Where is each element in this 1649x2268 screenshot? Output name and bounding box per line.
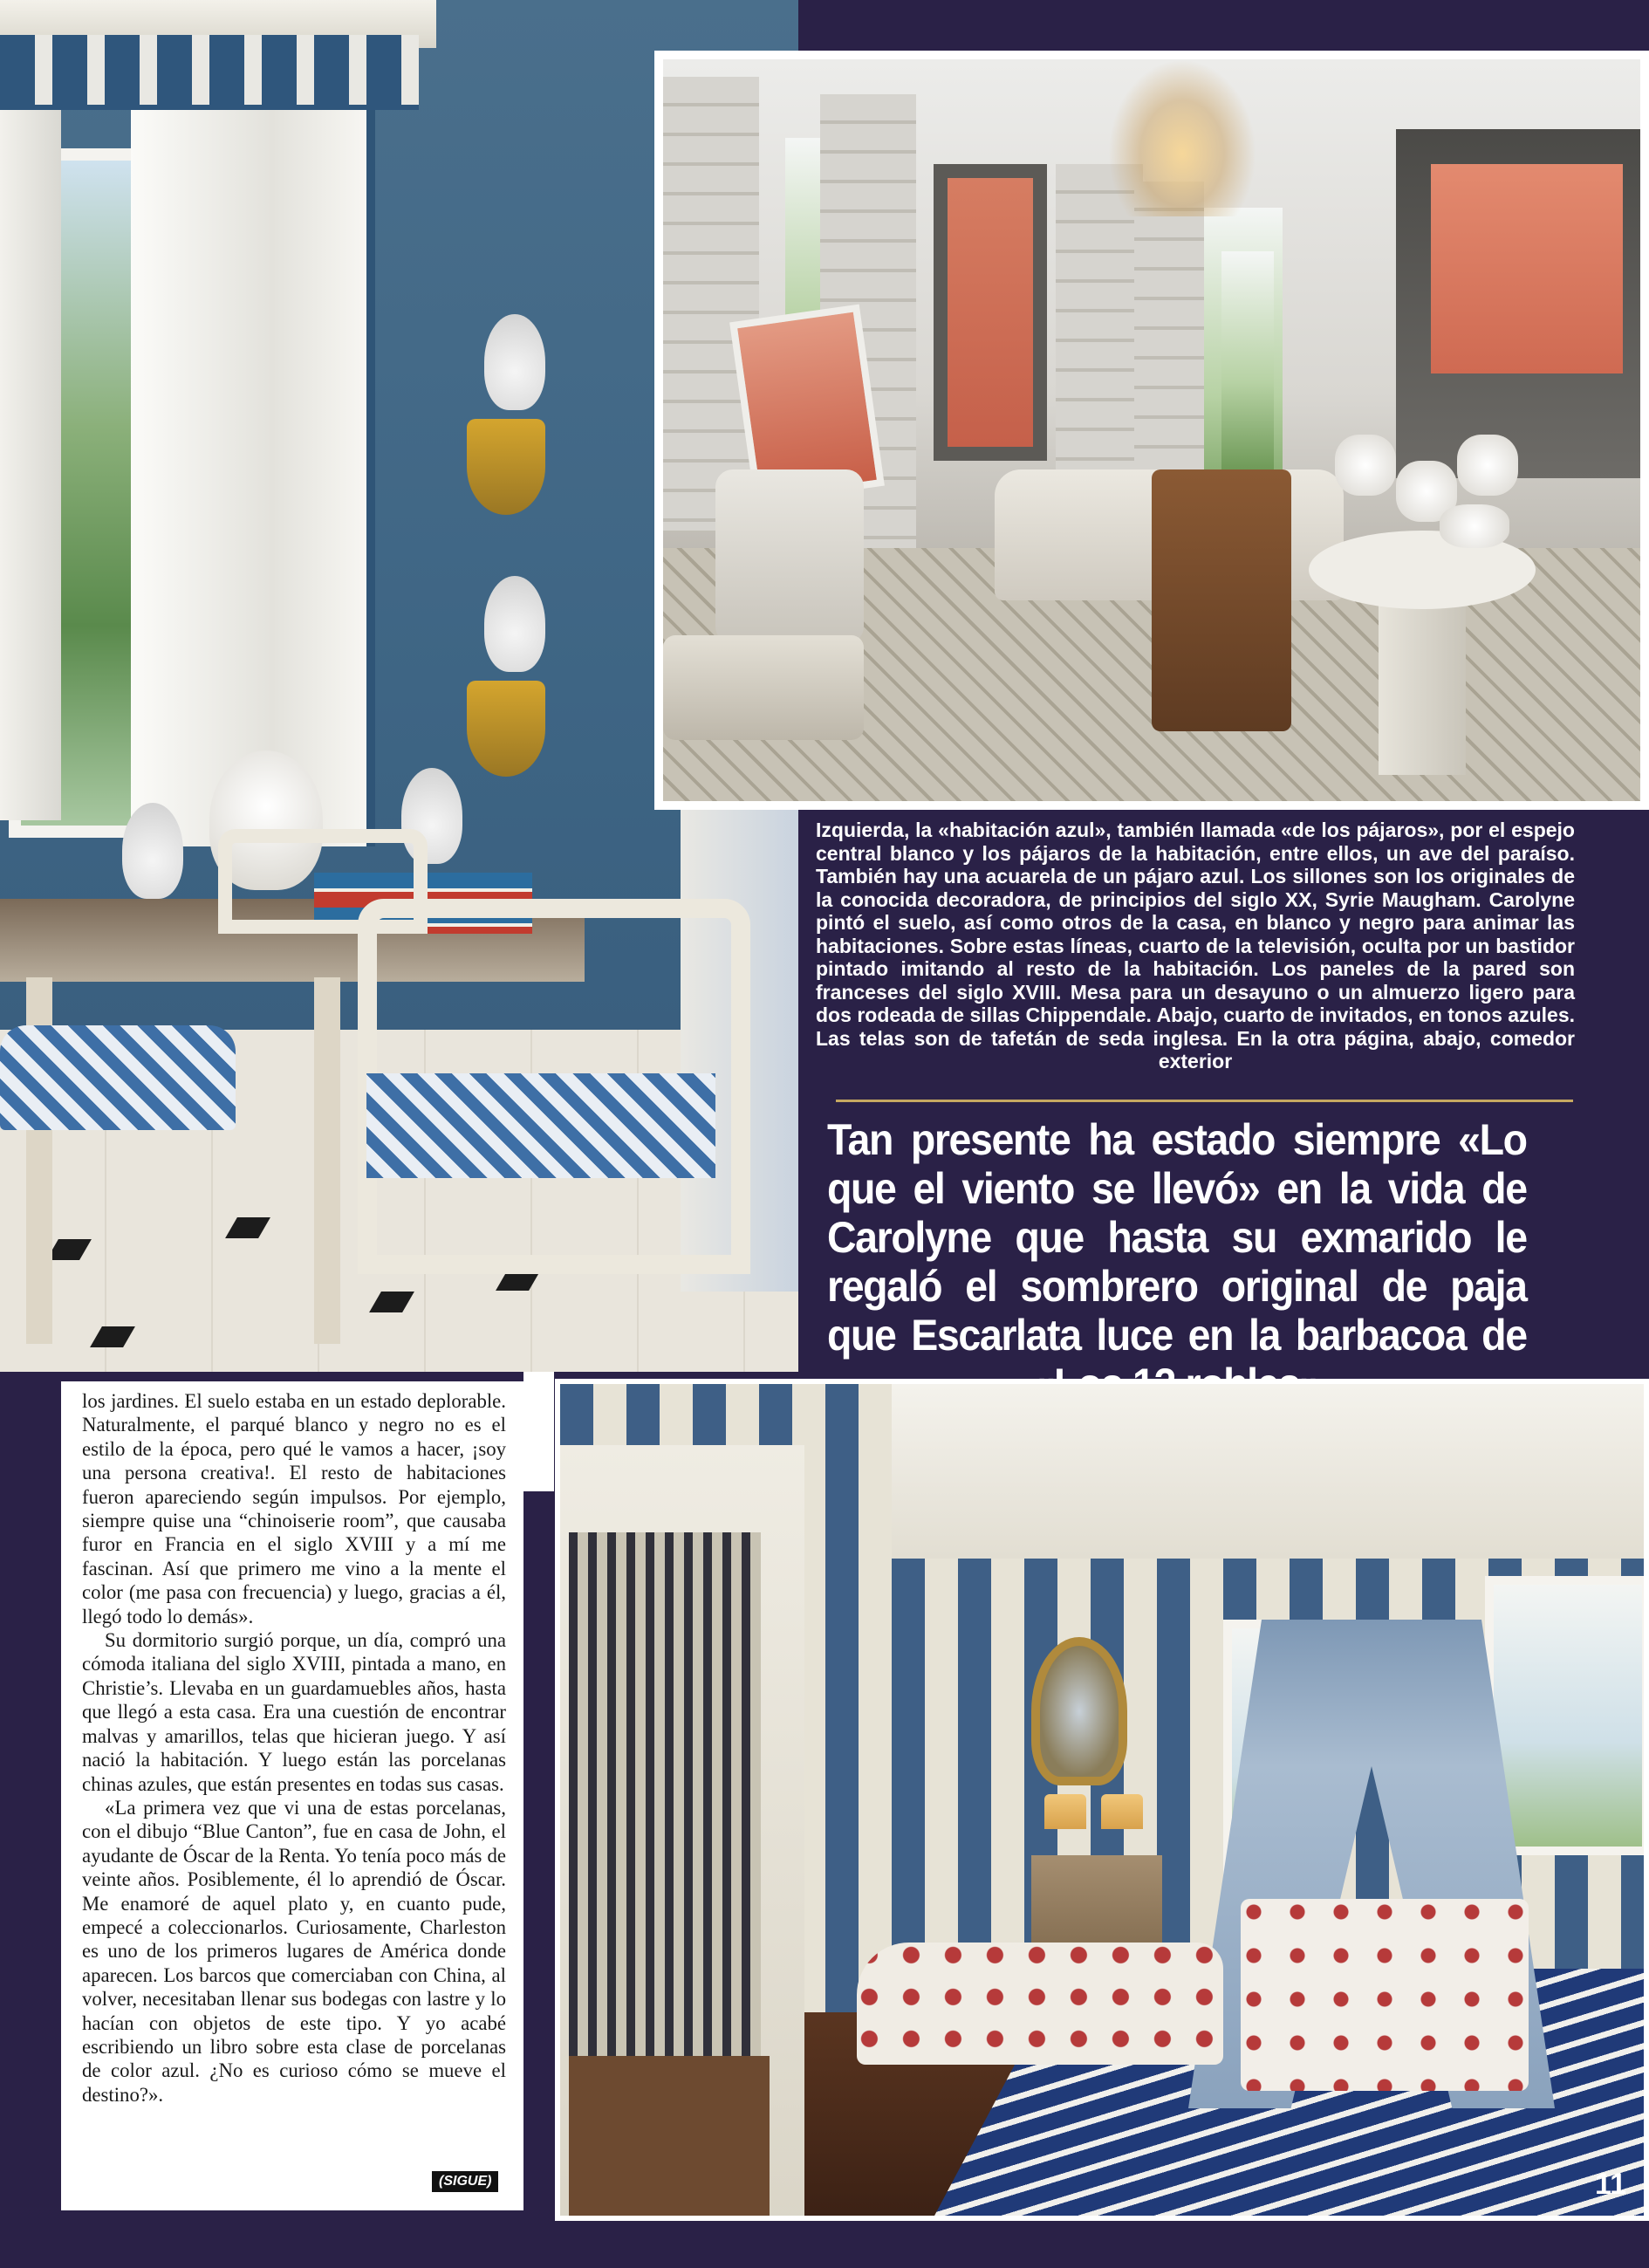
bed <box>1241 1899 1529 2091</box>
divider <box>836 1100 1573 1102</box>
article-body <box>82 1389 506 2107</box>
text-column <box>61 1381 523 2210</box>
article-paragraph: los jardines. El suelo estaba en un estado deplorable. Naturalmente, el parqué blanco y negro no es el estilo de la época, pero qué le vamos a hacer, ¡soy una persona creativa!. El resto de habitaciones fueron apareciendo según impulsos. Por ejemplo, siempre quise una “chinoiserie room”, que causaba furor en Francia en el siglo XVIII y a mí me fascinan. Así que primero me vino a la mente el color (me pasa con frecuencia) y luego, gracias a él, llegó todo lo demás». <box>82 1390 506 1627</box>
hallway-floor <box>569 2056 770 2221</box>
coral <box>1457 435 1518 496</box>
coral <box>1440 504 1509 548</box>
wall-panel-painting <box>1431 164 1623 373</box>
porcelain-bird <box>122 803 183 899</box>
photo-bedroom <box>555 1379 1649 2221</box>
armchair <box>715 469 864 644</box>
article-paragraph: Su dormitorio surgió porque, un día, compró una cómoda italiana del siglo XVIII, pintada a mano, en Christie’s. Llevaba en un guardamuebles años, hasta que llegó a esta casa. Era una cuestión de encontrar malvas y amarillos, telas que hicieran juego. Y así nació la habitación. Y luego están las porcelanas chinas azules, que están presentes en todas sus casas. <box>82 1629 506 1795</box>
hallway <box>569 1532 761 2056</box>
lamp <box>1044 1794 1086 1829</box>
page-number: 11 <box>1595 2168 1626 2201</box>
chaise-longue <box>857 1943 1223 2065</box>
caption-text: Izquierda, la «habitación azul», también llamada «de los pájaros», por el espejo central blanco y los pájaros de la habitación, entre ellos, un ave del paraíso. También hay una acuarela de un pájaro azul. Los sillones son los originales de la conocida decoradora, de principios del siglo XX, Syrie Maugham. Carolyne pintó el suelo, así como otros de la casa, en blanco y negro para animar las habitaciones. Sobre estas líneas, cuarto de la televisión, oculta por un bastidor pintado imitando al resto de la habitación. Los paneles de la pared son franceses del siglo XVIII. Mesa para un desayuno o un almuerzo ligero para dos rodeada de sillas Chippendale. Abajo, cuarto de invitados, en tonos azules. Las telas son de tafetán de seda inglesa. En la otra página, abajo, comedor exterior <box>816 819 1575 1072</box>
ceiling <box>892 1384 1649 1559</box>
chair <box>1152 469 1291 731</box>
table-pedestal <box>1379 592 1466 775</box>
table-leg <box>314 977 340 1344</box>
wall-bracket <box>467 419 545 515</box>
curtain <box>131 61 375 846</box>
lamp <box>1101 1794 1143 1829</box>
mirror <box>1031 1637 1127 1785</box>
porcelain-bird <box>484 576 545 672</box>
window <box>1221 251 1274 469</box>
photo-living-room <box>654 51 1649 810</box>
curtain <box>663 77 759 531</box>
chair-seat <box>366 1073 715 1178</box>
article-paragraph: «La primera vez que vi una de estas porcelanas, con el dibujo “Blue Canton”, fue en casa de John, el ayudante de Óscar de la Renta. Yo tenía poco más de veinte años. Posiblemente, él lo aprendió de Óscar. Me enamoré de aquel plato y, en cuanto pude, empecé a coleccionarlos. Curiosamente, Charleston es uno de los primeros lugares de América donde aparecen. Los barcos que comerciaban con China, al volver, necesitaban llenar sus bodegas con lastre y lo hacían con objetos de este tipo. Y yo acabé escribiendo un libro sobre esta clase de porcelanas de color azul. ¿No es curioso cómo se mueve el destino?». <box>82 1796 506 2106</box>
pullquote: Tan presente ha estado siempre «Lo que el viento se llevó» en la vida de Carolyne que hasta su exmarido le regaló el sombrero original de paja que Escarlata luce en la barbacoa de <box>827 1115 1527 1360</box>
photo-caption <box>816 819 1575 1080</box>
text-column-edge <box>523 1372 554 1491</box>
wall-bracket <box>467 681 545 777</box>
coral <box>1335 435 1396 496</box>
chandelier <box>1108 59 1256 216</box>
valance <box>0 35 419 110</box>
ottoman <box>663 635 864 740</box>
curtain <box>0 52 61 820</box>
wall-panel <box>934 164 1047 461</box>
porcelain-bird <box>484 314 545 410</box>
continued-label: (SIGUE) <box>432 2171 498 2192</box>
bench <box>0 1025 236 1130</box>
